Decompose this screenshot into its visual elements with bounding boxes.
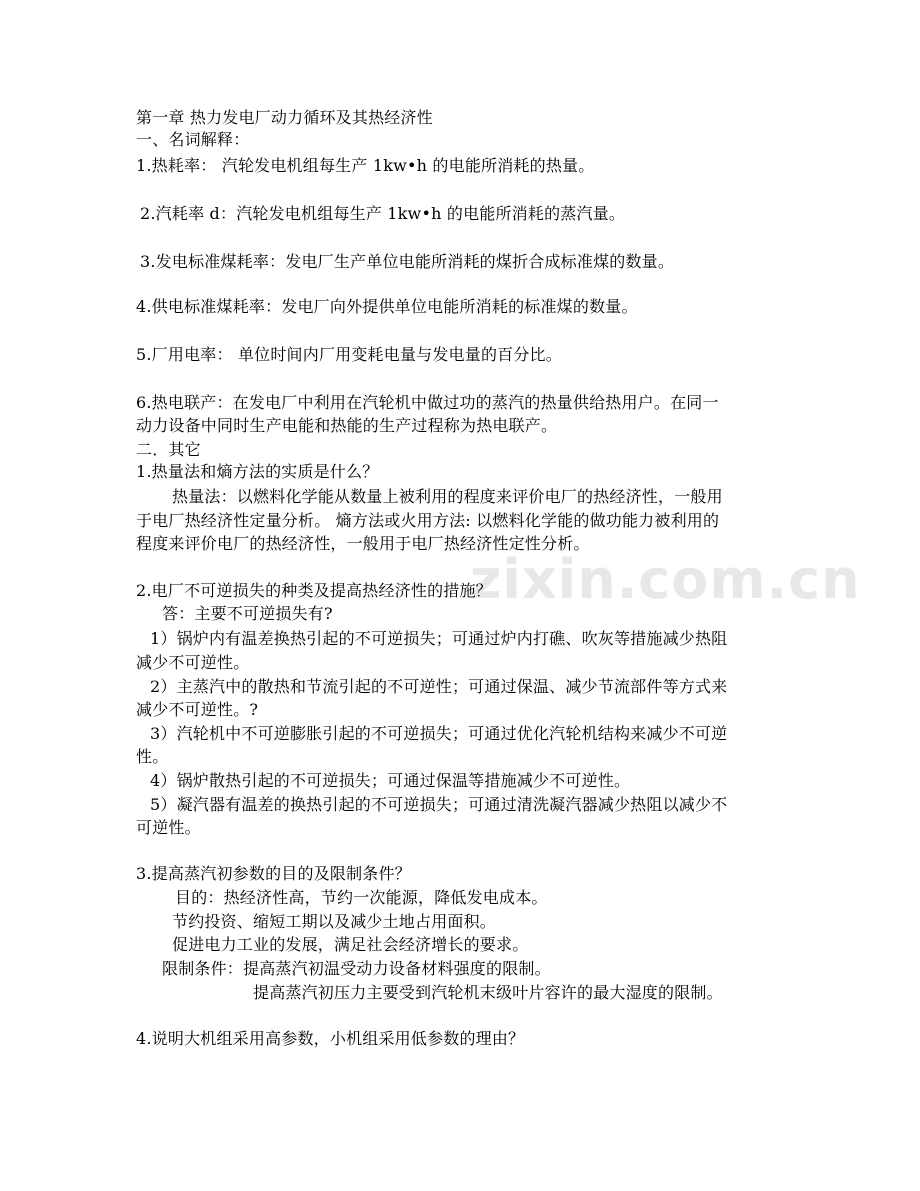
answer-3-purpose: 目的：热经济性高，节约一次能源，降低发电成本。 [175,888,548,907]
answer-2-item4: 4）锅炉散热引起的不可逆损失；可通过保温等措施减少不可逆性。 [150,771,631,790]
question-2: 2.电厂不可逆损失的种类及提高热经济性的措施？ [136,581,492,600]
answer-2-item3-line2: 性。 [136,747,169,766]
answer-2-item3-line1: 3）汽轮机中不可逆膨胀引起的不可逆损失；可通过优化汽轮机结构来减少不可逆 [150,724,728,743]
definition-cogeneration-line2: 动力设备中同时生产电能和热能的生产过程称为热电联产。 [136,416,558,435]
question-4: 4.说明大机组采用高参数，小机组采用低参数的理由？ [136,1029,525,1048]
answer-2-item2-line1: 2）主蒸汽中的散热和节流引起的不可逆性；可通过保温、减少节流部件等方式来 [150,677,728,696]
answer-1-line2: 于电厂热经济性定量分析。 熵方法或火用方法: 以燃料化学能的做功能力被利用的 [136,511,720,530]
definition-coal-consumption: 3.发电标准煤耗率：发电厂生产单位电能所消耗的煤折合成标准煤的数量。 [140,252,675,271]
definition-heat-rate: 1.热耗率： 汽轮发电机组每生产 1kw•h 的电能所消耗的热量。 [136,156,595,175]
definition-auxiliary-power-rate: 5.厂用电率： 单位时间内厂用变耗电量与发电量的百分比。 [136,345,562,364]
question-3: 3.提高蒸汽初参数的目的及限制条件？ [136,864,411,883]
section-heading-definitions: 一、名词解释： [136,130,250,149]
answer-3-point3: 促进电力工业的发展，满足社会经济增长的要求。 [172,935,529,954]
section-heading-others: 二．其它 [136,440,201,459]
question-1: 1.热量法和熵方法的实质是什么？ [136,462,379,481]
answer-3-limits: 限制条件：提高蒸汽初温受动力设备材料强度的限制。 [162,959,551,978]
definition-cogeneration-line1: 6.热电联产：在发电厂中利用在汽轮机中做过功的蒸汽的热量供给热用户。在同一 [136,393,719,412]
answer-2-item2-line2: 减少不可逆性。? [136,700,259,719]
answer-2-item1-line1: 1）锅炉内有温差换热引起的不可逆损失；可通过炉内打礁、吹灰等措施减少热阻 [150,629,728,648]
definition-supply-coal-consumption: 4.供电标准煤耗率：发电厂向外提供单位电能所消耗的标准煤的数量。 [136,297,638,316]
answer-2-item5-line2: 可逆性。 [136,818,201,837]
answer-2-item1-line2: 减少不可逆性。 [136,653,250,672]
answer-1-line1: 热量法：以燃料化学能从数量上被利用的程度来评价电厂的热经济性，一般用 [172,487,723,506]
answer-2-intro: 答：主要不可逆损失有? [162,604,333,623]
answer-2-item5-line1: 5）凝汽器有温差的换热引起的不可逆损失；可通过清洗凝汽器减少热阻以减少不 [150,795,728,814]
watermark: zixin.com.cn [470,548,861,611]
chapter-title: 第一章 热力发电厂动力循环及其热经济性 [136,108,433,127]
answer-1-line3: 程度来评价电厂的热经济性，一般用于电厂热经济性定性分析。 [136,534,590,553]
answer-3-limits-line2: 提高蒸汽初压力主要受到汽轮机末级叶片容许的最大湿度的限制。 [253,983,723,1002]
answer-3-point2: 节约投资、缩短工期以及减少土地占用面积。 [172,912,497,931]
definition-steam-rate: 2.汽耗率 d：汽轮发电机组每生产 1kw•h 的电能所消耗的蒸汽量。 [140,204,626,223]
